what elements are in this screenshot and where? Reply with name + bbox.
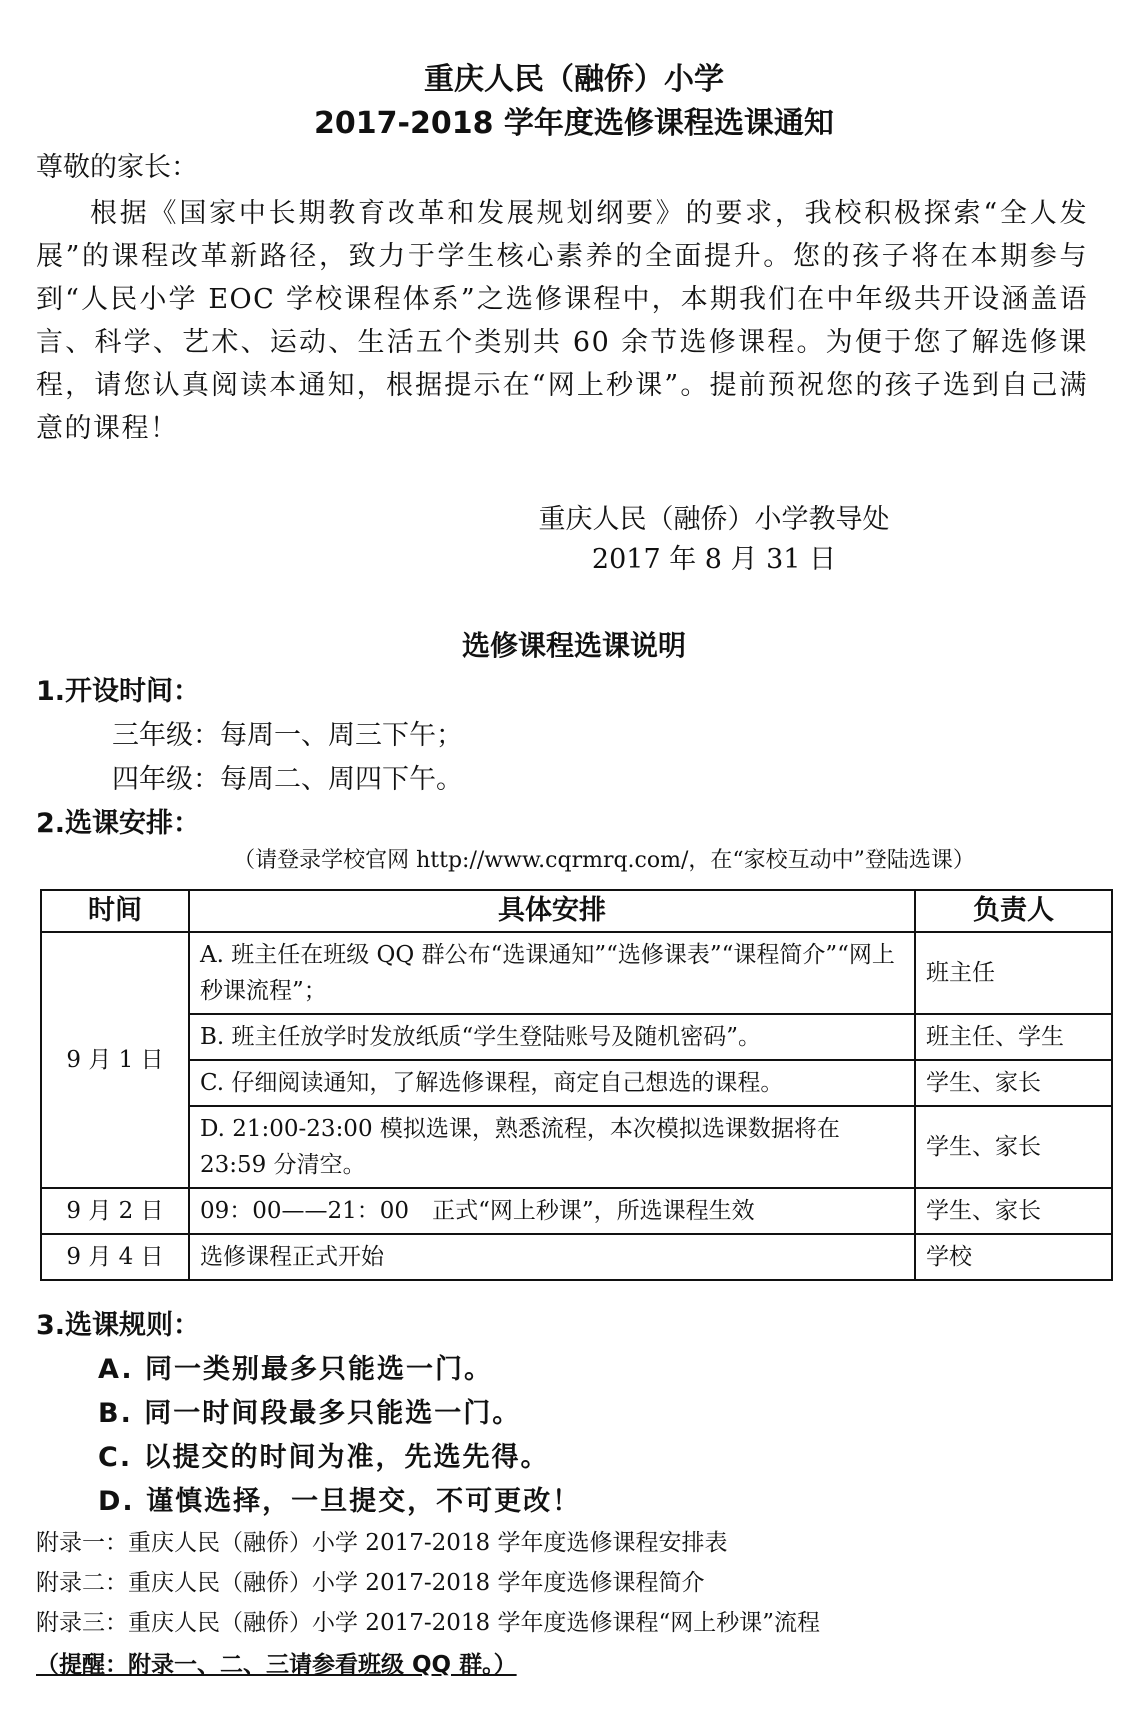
- date-cell: 9 月 4 日: [41, 1234, 189, 1280]
- notice-title: 2017-2018 学年度选修课程选课通知: [314, 106, 834, 141]
- signature: 重庆人民（融侨）小学教导处: [538, 504, 890, 535]
- letter-date: 2017 年 8 月 31 日: [591, 544, 837, 575]
- table-row: [41, 1106, 1112, 1188]
- task-cell: 选修课程正式开始: [189, 1234, 915, 1280]
- table-row: [41, 1188, 1112, 1234]
- table-header-row: [41, 890, 1112, 932]
- schedule-table: [40, 889, 1113, 1281]
- rule-b: B. 同一时间段最多只能选一门。: [98, 1398, 522, 1429]
- owner-cell: 学生、家长: [915, 1060, 1112, 1106]
- table-row: [41, 1014, 1112, 1060]
- rule-c: C. 以提交的时间为准，先选先得。: [98, 1442, 550, 1473]
- grade3-schedule: 三年级：每周一、周三下午；: [112, 720, 463, 751]
- grade4-schedule: 四年级：每周二、周四下午。: [112, 764, 463, 795]
- school-title: 重庆人民（融侨）小学: [424, 62, 724, 97]
- date-cell: 9 月 1 日: [41, 932, 189, 1188]
- appendix-2: 附录二：重庆人民（融侨）小学 2017-2018 学年度选修课程简介: [36, 1570, 705, 1596]
- appendix-3: 附录三：重庆人民（融侨）小学 2017-2018 学年度选修课程“网上秒课”流程: [36, 1610, 820, 1636]
- letter-body: 根据《国家中长期教育改革和发展规划纲要》的要求，我校积极探索“全人发展”的课程改革新路径，致力于学生核心素养的全面提升。您的孩子将在本期参与到“人民小学 EOC 学校课程体系”之选修课程中，本期我们在中年级共开设涵盖语言、科学、艺术、运动、生活五个类别共 60 余节选修课程。为便于您了解选修课程，请您认真阅读本通知，根据提示在“网上秒课”。提前预祝您的孩子选到自己满意的课程！: [36, 198, 1088, 444]
- header-time: 时间: [41, 890, 189, 932]
- task-cell: A. 班主任在班级 QQ 群公布“选课通知”“选修课表”“课程简介”“网上秒课流程”；: [189, 932, 915, 1014]
- owner-cell: 班主任: [915, 932, 1112, 1014]
- task-cell: D. 21:00-23:00 模拟选课，熟悉流程，本次模拟选课数据将在 23:59 分清空。: [189, 1106, 915, 1188]
- task-cell: C. 仔细阅读通知，了解选修课程，商定自己想选的课程。: [189, 1060, 915, 1106]
- greeting: 尊敬的家长：: [36, 152, 198, 183]
- table-row: [41, 1060, 1112, 1106]
- owner-cell: 学生、家长: [915, 1188, 1112, 1234]
- section3-heading: 3.选课规则：: [36, 1310, 201, 1341]
- instructions-title: 选修课程选课说明: [461, 629, 686, 662]
- rule-a: A. 同一类别最多只能选一门。: [98, 1354, 494, 1385]
- date-cell: 9 月 2 日: [41, 1188, 189, 1234]
- task-cell: B. 班主任放学时发放纸质“学生登陆账号及随机密码”。: [189, 1014, 915, 1060]
- task-cell: 09：00——21：00 正式“网上秒课”，所选课程生效: [189, 1188, 915, 1234]
- header-owner: 负责人: [915, 890, 1112, 932]
- table-row: [41, 1234, 1112, 1280]
- section1-heading: 1.开设时间：: [36, 676, 201, 707]
- header-arrangement: 具体安排: [189, 890, 915, 932]
- appendix-1: 附录一：重庆人民（融侨）小学 2017-2018 学年度选修课程安排表: [36, 1530, 728, 1556]
- section2-heading: 2.选课安排：: [36, 808, 201, 839]
- reminder: （提醒：附录一、二、三请参看班级 QQ 群。）: [36, 1652, 517, 1678]
- login-note: （请登录学校官网 http://www.cqrmrq.com/，在“家校互动中”登陆选课）: [233, 848, 975, 873]
- rule-d: D. 谨慎选择，一旦提交，不可更改！: [98, 1486, 582, 1517]
- table-row: [41, 932, 1112, 1014]
- owner-cell: 学校: [915, 1234, 1112, 1280]
- owner-cell: 班主任、学生: [915, 1014, 1112, 1060]
- owner-cell: 学生、家长: [915, 1106, 1112, 1188]
